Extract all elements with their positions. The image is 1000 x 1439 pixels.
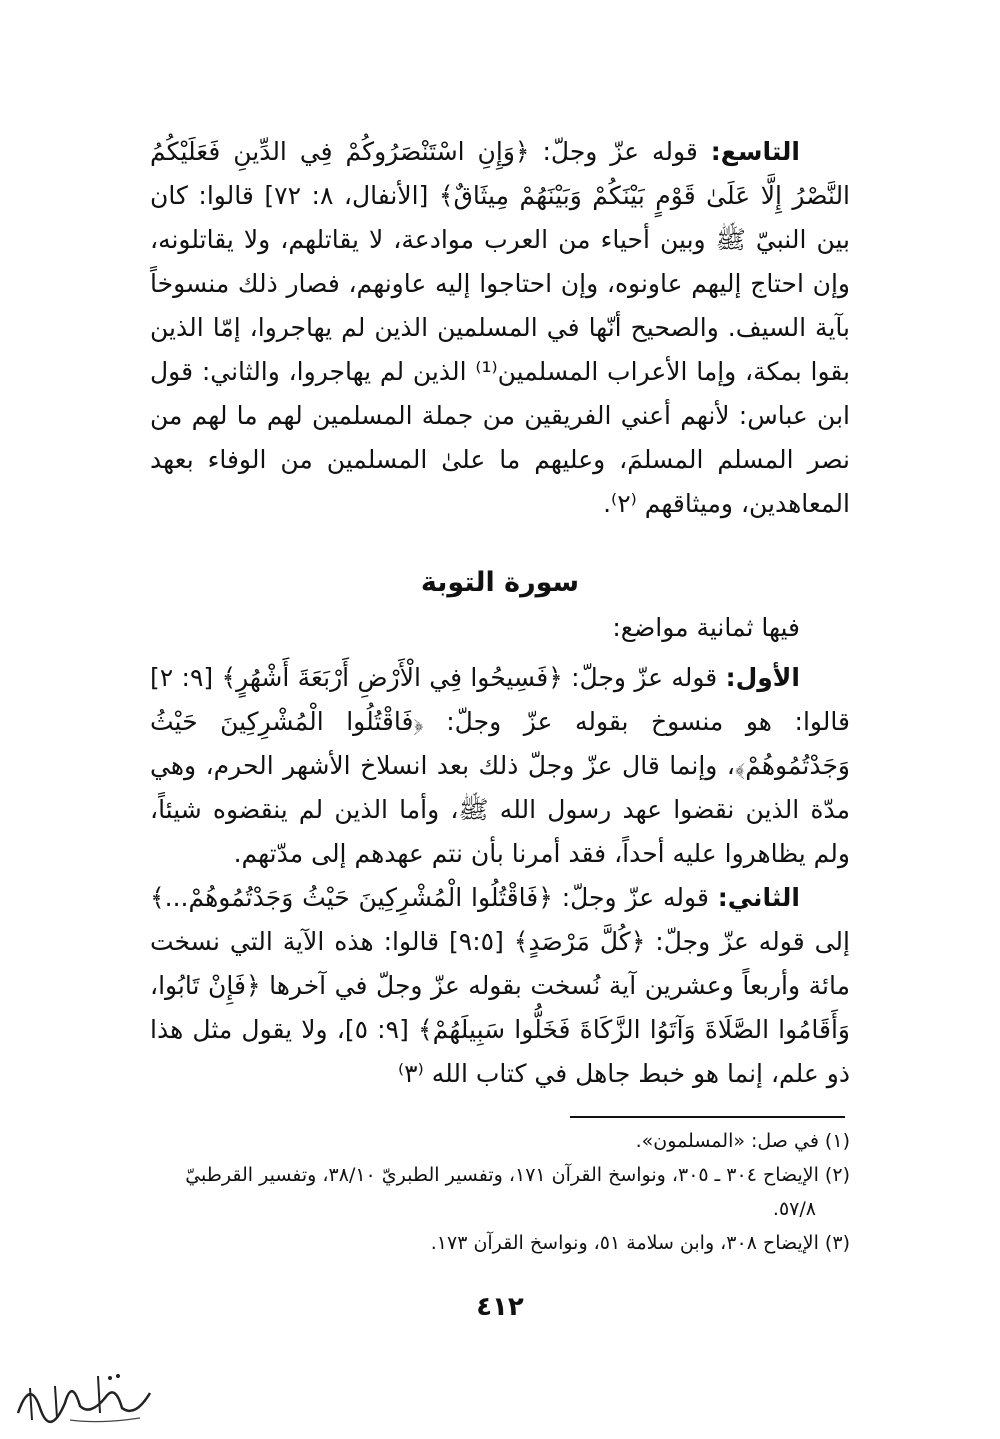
first-position-text: قوله عزّ وجلّ: ﴿فَسِيحُوا فِي الْأَرْضِ أَرْبَعَةَ أَشْهُرٍ﴾ [٩: ٢] قالوا: هو منسوخ بقوله عزّ وجلّ: ﴿فَاقْتُلُوا الْمُشْرِكِينَ حَيْثُ وَجَدْتُمُوهُمْ﴾، وإنما قال عزّ وجلّ ذلك بعد انسلاخ الأشهر الحرم، وهي مدّة الذين نقضوا عهد رسول الله ﷺ، وأما الذين لم ينقضوه شيئاً، ولم يظاهروا عليه أحداً، فقد أمرنا بأن نتم عهدهم إلى مدّتهم.	[150, 663, 850, 868]
second-position-label: الثاني:	[717, 883, 800, 912]
surah-section	[150, 560, 850, 1096]
page-number: ٤١٢	[476, 1292, 524, 1322]
first-position-paragraph	[150, 656, 850, 876]
first-position-label: الأول:	[725, 663, 800, 692]
footnote-2: (٢) الإيضاح ٣٠٤ ـ ٣٠٥، ونواسخ القرآن ١٧١، وتفسير الطبريّ ٣٨/١٠، وتفسير القرطبيّ ٥٧/٨.	[185, 1164, 850, 1220]
footnote-divider	[570, 1116, 845, 1118]
surah-intro: فيها ثمانية مواضع:	[612, 613, 800, 642]
footnote-3: (٣) الإيضاح ٣٠٨، وابن سلامة ٥١، ونواسخ القرآن ١٧٣.	[430, 1232, 850, 1254]
stamp-calligraphy-icon	[10, 1358, 160, 1428]
ninth-position-label: التاسع:	[710, 137, 800, 166]
library-stamp-logo	[10, 1358, 160, 1428]
footnote-1: (١) في صل: «المسلمون».	[635, 1130, 850, 1152]
surah-heading: سورة التوبة	[420, 567, 580, 598]
second-position-paragraph	[150, 876, 850, 1096]
footnotes	[150, 1124, 850, 1260]
main-text-block	[150, 130, 850, 526]
ninth-position-text: قوله عزّ وجلّ: ﴿وَإِنِ اسْتَنْصَرُوكُمْ فِي الدِّينِ فَعَلَيْكُمُ النَّصْرُ إِلَّا عَلَىٰ قَوْمٍ بَيْنَكُمْ وَبَيْنَهُمْ مِيثَاقٌ﴾ [الأنفال، ٨: ٧٢] قالوا: كان بين النبيّ ﷺ وبين أحياء من العرب موادعة، لا يقاتلهم، ولا يقاتلونه، وإن احتاج إليهم عاونوه، وإن احتاجوا إليه عاونهم، فصار ذلك منسوخاً بآية السيف. والصحيح أنّها في المسلمين الذين لم يهاجروا، إمّا الذين بقوا بمكة، وإما الأعراب المسلمين⁽¹⁾ الذين لم يهاجروا، والثاني: قول ابن عباس: لأنهم أعني الفريقين من جملة المسلمين لهم ما لهم من نصر المسلم المسلمَ، وعليهم ما علىٰ المسلمين من الوفاء بعهد المعاهدين، وميثاقهم ⁽٢⁾.	[150, 137, 851, 518]
ninth-position-paragraph	[150, 130, 850, 526]
second-position-text: قوله عزّ وجلّ: ﴿فَاقْتُلُوا الْمُشْرِكِينَ حَيْثُ وَجَدْتُمُوهُمْ...﴾ إلى قوله عزّ وجلّ: ﴿كُلَّ مَرْصَدٍ﴾ [٩:٥] قالوا: هذه الآية التي نسخت مائة وأربعاً وعشرين آية نُسخت بقوله عزّ وجلّ في آخرها ﴿فَإِنْ تَابُوا، وَأَقَامُوا الصَّلَاةَ وَآتَوُا الزَّكَاةَ فَخَلُّوا سَبِيلَهُمْ﴾ [٩: ٥]، ولا يقول مثل هذا ذو علم، إنما هو خبط جاهل في كتاب الله ⁽٣⁾	[150, 883, 851, 1088]
